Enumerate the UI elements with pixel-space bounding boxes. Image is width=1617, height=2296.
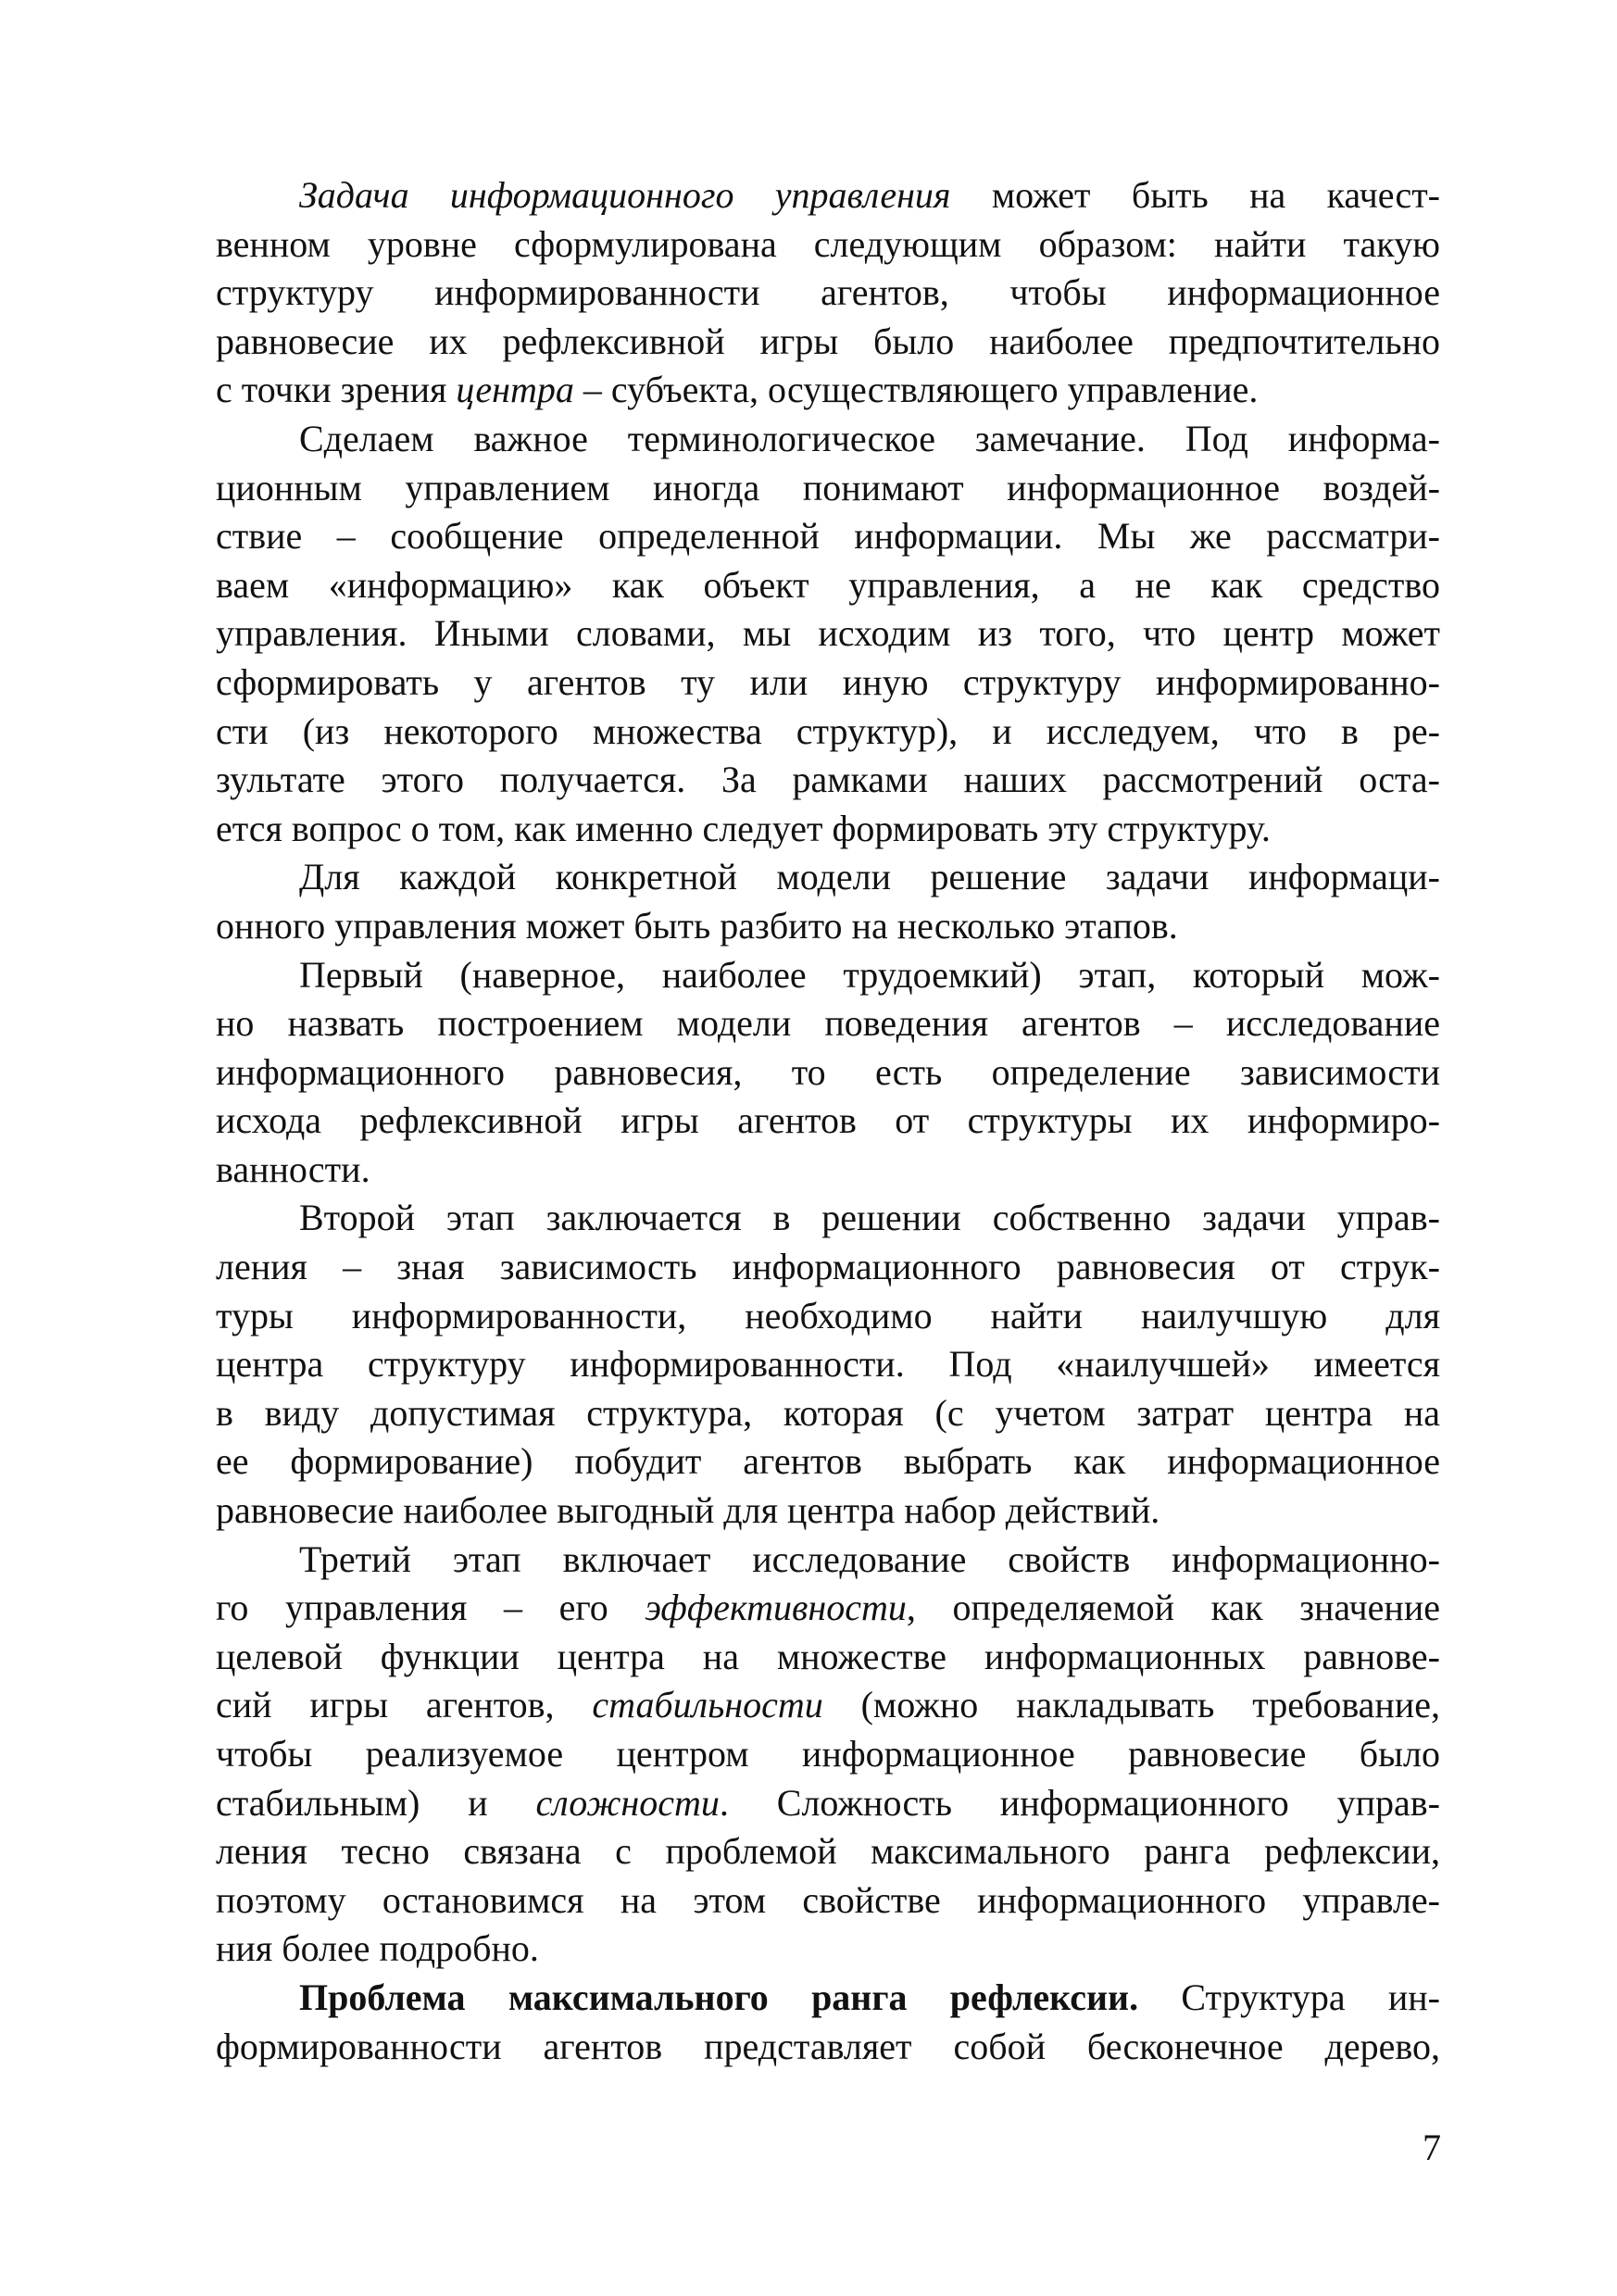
text-line xyxy=(216,561,1440,610)
text-line xyxy=(216,756,1440,805)
italic-term: эффективности xyxy=(645,1587,907,1629)
text-line xyxy=(216,708,1440,757)
text-segment: Сделаем важное терминологическое замечание. Под информа- xyxy=(299,417,1440,459)
italic-term: сложности xyxy=(535,1781,720,1824)
text-line xyxy=(216,1925,1440,1974)
text-segment: сий игры агентов, xyxy=(216,1684,593,1726)
text-segment: центра структуру информированности. Под «наилучшей» имеется xyxy=(216,1343,1440,1386)
text-line xyxy=(216,1292,1440,1341)
text-segment: сформировать у агентов ту или иную структуру информированно- xyxy=(216,660,1440,703)
text-segment: целевой функции центра на множестве информационных равнове- xyxy=(216,1635,1440,1677)
text-line xyxy=(216,1974,1440,2023)
text-line xyxy=(216,951,1440,1000)
text-segment: равновесие наиболее выгодный для центра набор действий. xyxy=(216,1489,1160,1532)
text-segment: ется вопрос о том, как именно следует формировать эту структуру. xyxy=(216,807,1271,849)
text-segment: стабильным) и xyxy=(216,1781,536,1824)
text-line xyxy=(216,1536,1440,1585)
text-segment: Структура ин- xyxy=(1138,1976,1440,2018)
text-segment: управления. Иными словами, мы исходим из того, что центр может xyxy=(216,612,1440,655)
text-line xyxy=(216,1194,1440,1243)
text-segment: но назвать построением модели поведения агентов – исследование xyxy=(216,1002,1440,1045)
text-segment: – субъекта, осуществляющего управление. xyxy=(573,369,1259,411)
text-line xyxy=(216,1389,1440,1438)
text-segment: с точки зрения xyxy=(216,369,457,411)
text-line xyxy=(216,1681,1440,1730)
text-line xyxy=(216,269,1440,318)
text-segment: ционным управлением иногда понимают информационное воздей- xyxy=(216,466,1440,508)
paragraph xyxy=(216,853,1440,950)
text-line xyxy=(216,1097,1440,1146)
text-line xyxy=(216,1730,1440,1779)
bold-heading: Проблема максимального ранга рефлексии. xyxy=(299,1976,1139,2018)
text-segment: сти (из некоторого множества структур), и исследуем, что в ре- xyxy=(216,709,1440,752)
text-line xyxy=(216,512,1440,561)
text-line xyxy=(216,1437,1440,1487)
text-segment: ванности. xyxy=(216,1148,370,1190)
text-line xyxy=(216,1584,1440,1633)
text-line xyxy=(216,1146,1440,1195)
text-line xyxy=(216,171,1440,220)
text-line xyxy=(216,659,1440,708)
text-line xyxy=(216,999,1440,1048)
text-segment: ния более подробно. xyxy=(216,1927,539,1970)
text-line xyxy=(216,2023,1440,2072)
text-segment: ее формирование) побудит агентов выбрать как информационное xyxy=(216,1440,1440,1483)
text-line xyxy=(216,1876,1440,1926)
text-segment: равновесие их рефлексивной игры было наиболее предпочтительно xyxy=(216,320,1440,362)
text-segment: онного управления может быть разбито на несколько этапов. xyxy=(216,904,1178,947)
text-segment: исхода рефлексивной игры агентов от структуры их информиро- xyxy=(216,1099,1440,1142)
text-segment: Второй этап заключается в решении собственно задачи управ- xyxy=(299,1197,1440,1239)
text-segment: ствие – сообщение определенной информации. Мы же рассматри- xyxy=(216,515,1440,558)
text-line xyxy=(216,415,1440,464)
paragraph xyxy=(216,415,1440,853)
text-line xyxy=(216,1243,1440,1292)
text-segment: (можно накладывать требование, xyxy=(822,1684,1440,1726)
text-segment: ления тесно связана с проблемой максимального ранга рефлексии, xyxy=(216,1830,1440,1873)
text-line xyxy=(216,853,1440,902)
text-segment: поэтому остановимся на этом свойстве информационного управле- xyxy=(216,1878,1440,1921)
text-segment: в виду допустимая структура, которая (с учетом затрат центра на xyxy=(216,1391,1440,1434)
text-segment: может быть на качест- xyxy=(950,174,1440,216)
page-body xyxy=(216,171,1440,2071)
page-number: 7 xyxy=(1423,2127,1441,2168)
text-segment: Для каждой конкретной модели решение задачи информаци- xyxy=(299,856,1440,898)
text-line xyxy=(216,318,1440,367)
paragraph xyxy=(216,1194,1440,1535)
text-line xyxy=(216,1633,1440,1682)
text-line xyxy=(216,1827,1440,1876)
text-segment: информационного равновесия, то есть определение зависимости xyxy=(216,1050,1440,1093)
text-line xyxy=(216,366,1440,415)
text-line xyxy=(216,902,1440,951)
text-segment: го управления – его xyxy=(216,1587,646,1629)
italic-term: центра xyxy=(456,369,574,411)
text-segment: ваем «информацию» как объект управления, а не как средство xyxy=(216,563,1440,606)
text-line xyxy=(216,1048,1440,1098)
text-line xyxy=(216,1340,1440,1389)
text-line xyxy=(216,1487,1440,1536)
text-segment: ления – зная зависимость информационного равновесия от струк- xyxy=(216,1246,1440,1288)
text-segment: структуру информированности агентов, чтобы информационное xyxy=(216,271,1440,314)
text-segment: . Сложность информационного управ- xyxy=(719,1781,1441,1824)
text-segment: чтобы реализуемое центром информационное равновесие было xyxy=(216,1733,1440,1775)
text-segment: венном уровне сформулирована следующим образом: найти такую xyxy=(216,222,1440,265)
text-segment: зультате этого получается. За рамками наших рассмотрений оста- xyxy=(216,759,1440,801)
text-line xyxy=(216,220,1440,270)
text-line xyxy=(216,1779,1440,1828)
italic-term: Задача информационного управления xyxy=(299,174,951,216)
paragraph xyxy=(216,171,1440,415)
text-line xyxy=(216,609,1440,659)
text-segment: , определяемой как значение xyxy=(906,1587,1440,1629)
text-line xyxy=(216,805,1440,854)
paragraph xyxy=(216,1974,1440,2071)
text-line xyxy=(216,464,1440,513)
text-segment: туры информированности, необходимо найти наилучшую для xyxy=(216,1294,1440,1336)
text-segment: Третий этап включает исследование свойств информационно- xyxy=(299,1537,1440,1580)
text-segment: Первый (наверное, наиболее трудоемкий) этап, который мож- xyxy=(299,953,1440,996)
text-segment: формированности агентов представляет собой бесконечное дерево, xyxy=(216,2025,1440,2067)
paragraph xyxy=(216,1536,1440,1974)
paragraph xyxy=(216,951,1440,1195)
italic-term: стабильности xyxy=(592,1684,823,1726)
